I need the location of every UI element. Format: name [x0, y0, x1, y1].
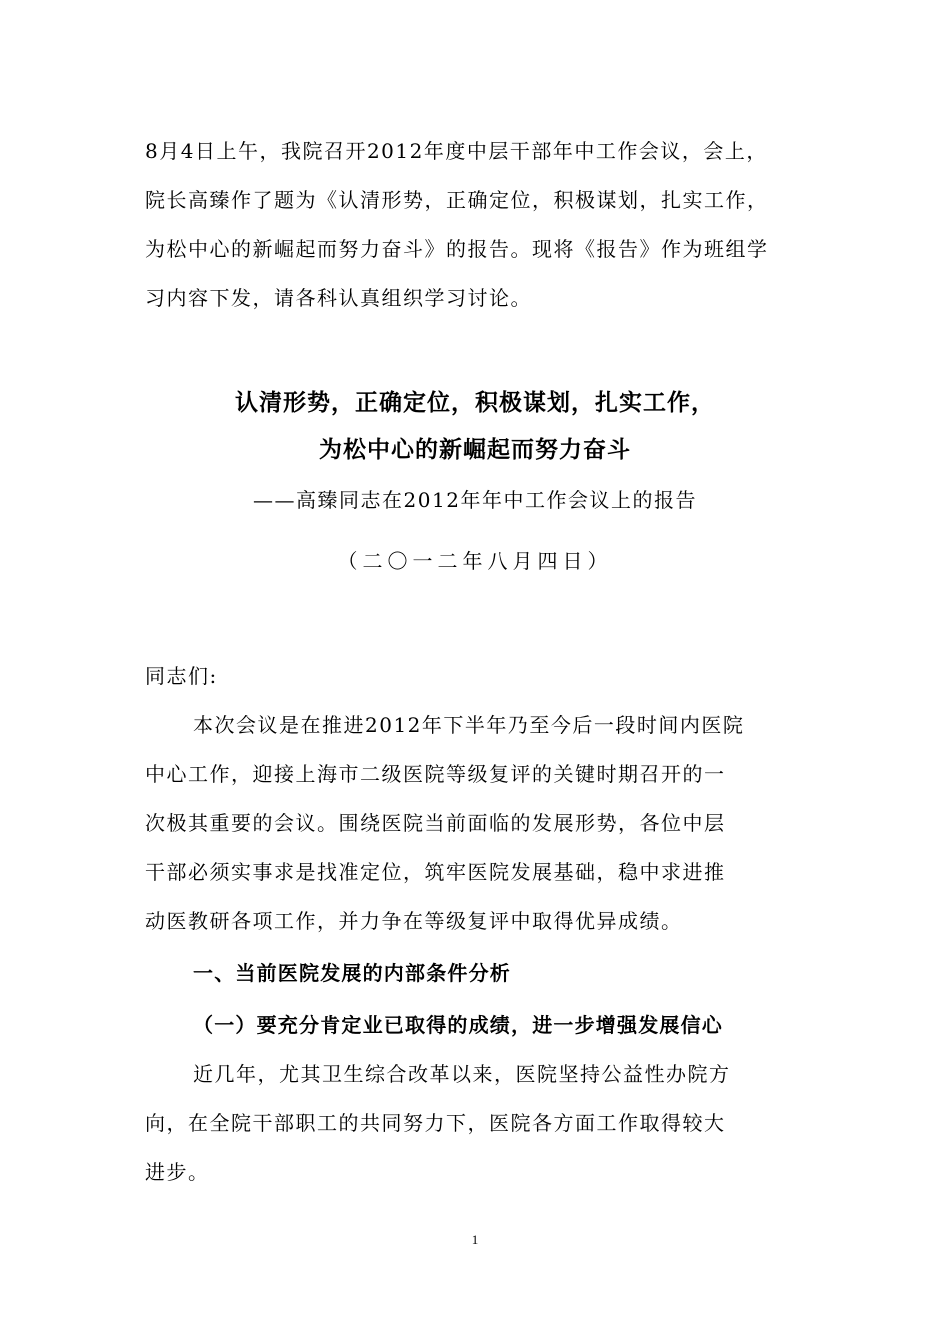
intro-line-3: 为松中心的新崛起而努力奋斗》的报告。现将《报告》作为班组学 — [145, 237, 769, 261]
report-title-line-1: 认清形势，正确定位，积极谋划，扎实工作， — [235, 390, 715, 416]
intro-line-2: 院长高臻作了题为《认清形势，正确定位，积极谋划，扎实工作， — [145, 188, 769, 212]
para1-line-3: 次极其重要的会议。围绕医院当前面临的发展形势，各位中层 — [145, 811, 726, 835]
report-date: （二〇一二年八月四日） — [337, 549, 613, 573]
para2-line-1: 近几年，尤其卫生综合改革以来，医院坚持公益性办院方 — [193, 1062, 731, 1086]
para1-line-1: 本次会议是在推进2012年下半年乃至今后一段时间内医院 — [193, 713, 745, 737]
report-subtitle: ——高臻同志在2012年年中工作会议上的报告 — [253, 488, 697, 512]
page-number: 1 — [471, 1232, 479, 1247]
report-title-line-2: 为松中心的新崛起而努力奋斗 — [319, 437, 631, 463]
para1-line-5: 动医教研各项工作，并力争在等级复评中取得优异成绩。 — [145, 909, 683, 933]
para2-line-3: 进步。 — [145, 1160, 210, 1184]
para1-line-2: 中心工作，迎接上海市二级医院等级复评的关键时期召开的一 — [145, 762, 726, 786]
intro-line-4: 习内容下发，请各科认真组织学习讨论。 — [145, 286, 532, 310]
salutation: 同志们: — [145, 664, 218, 688]
para2-line-2: 向，在全院干部职工的共同努力下，医院各方面工作取得较大 — [145, 1111, 726, 1135]
para1-line-4: 干部必须实事求是找准定位，筑牢医院发展基础，稳中求进推 — [145, 860, 726, 884]
section-heading-1: 一、当前医院发展的内部条件分析 — [193, 961, 511, 985]
section-subheading-1: （一）要充分肯定业已取得的成绩，进一步增强发展信心 — [193, 1013, 723, 1037]
intro-line-1: 8月4日上午，我院召开2012年度中层干部年中工作会议，会上， — [145, 139, 768, 163]
